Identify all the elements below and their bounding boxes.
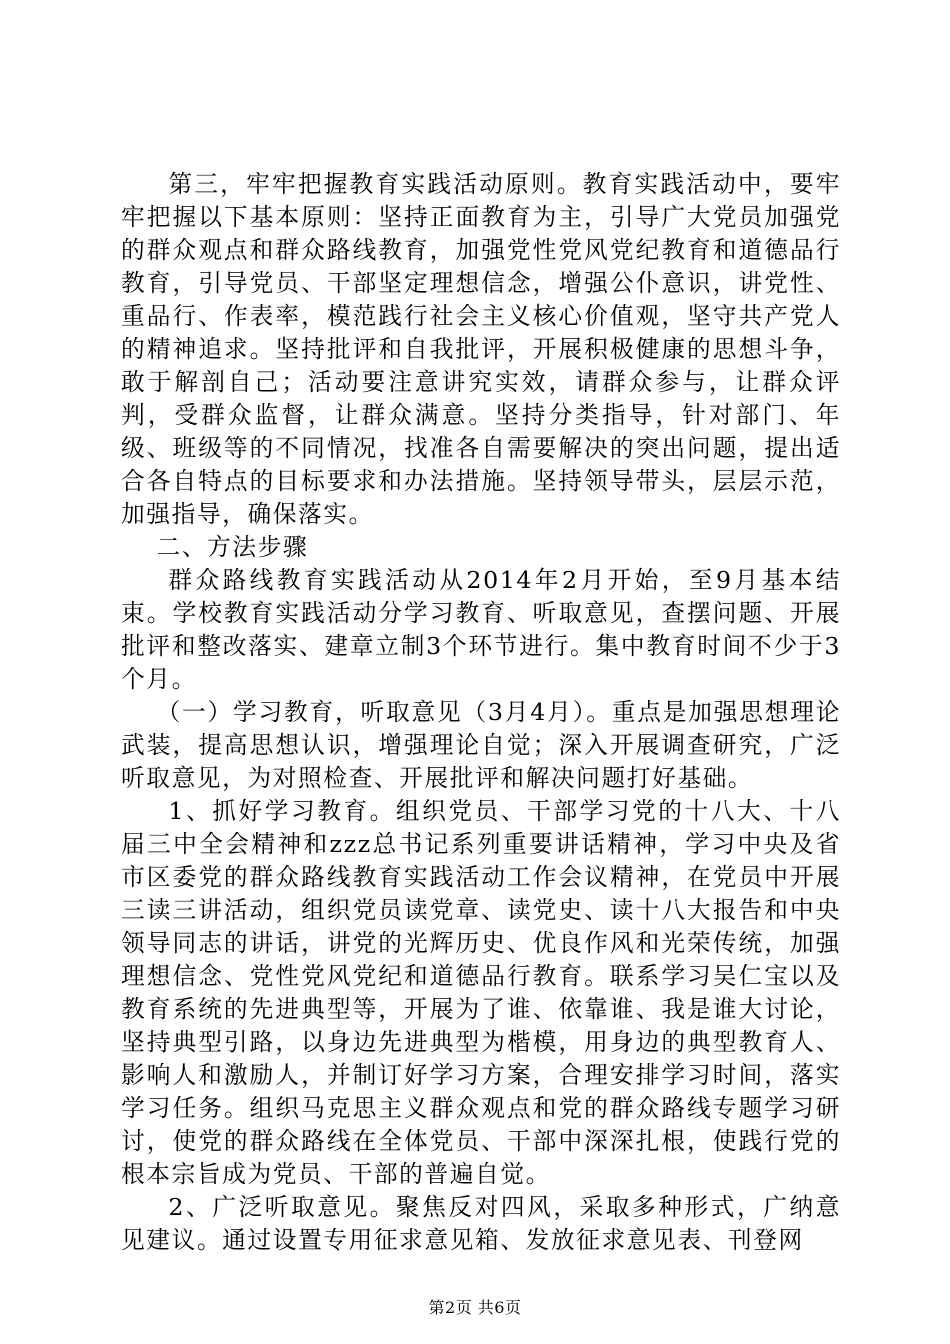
paragraph-principles: 第三，牢牢把握教育实践活动原则。教育实践活动中，要牢牢把握以下基本原则：坚持正面教育为主，引导广大党员加强党的群众观点和群众路线教育，加强党性党风党纪教育和道德品行教育，引导党员、干部坚定理想信念，增强公仆意识，讲党性、重品行、作表率，模范践行社会主义核心价值观，坚守共产党人的精神追求。坚持批评和自我批评，开展积极健康的思想斗争，敢于解剖自己；活动要注意讲究实效，请群众参与，让群众评判，受群众监督，让群众满意。坚持分类指导，针对部门、年级、班级等的不同情况，找准各自需要解决的突出问题，提出适合各自特点的目标要求和办法措施。坚持领导带头，层层示范，加强指导，确保落实。 bbox=[121, 170, 841, 528]
document-body bbox=[121, 168, 841, 1257]
paragraph-phase-one: （一）学习教育，听取意见（3月4月）。重点是加强思想理论武装，提高思想认识，增强理论自觉；深入开展调查研究，广泛听取意见，为对照检查、开展批评和解决问题打好基础。 bbox=[121, 698, 841, 792]
page-footer bbox=[0, 1298, 950, 1318]
section-heading-methods: 二、方法步骤 bbox=[156, 533, 309, 561]
page-number-indicator: 第2页 共6页 bbox=[428, 1298, 522, 1317]
paragraph-item-opinions: 2、广泛听取意见。聚焦反对四风，采取多种形式，广纳意见建议。通过设置专用征求意见箱、发放征求意见表、刊登网 bbox=[121, 1193, 841, 1254]
paragraph-timeline: 群众路线教育实践活动从2014年2月开始，至9月基本结束。学校教育实践活动分学习教育、听取意见，查摆问题、开展批评和整改落实、建章立制3个环节进行。集中教育时间不少于3个月。 bbox=[121, 566, 841, 693]
paragraph-item-study: 1、抓好学习教育。组织党员、干部学习党的十八大、十八届三中全会精神和zzz总书记系列重要讲话精神，学习中央及省市区委党的群众路线教育实践活动工作会议精神，在党员中开展三读三讲活动，组织党员读党章、读党史、读十八大报告和中央领导同志的讲话，讲党的光辉历史、优良作风和光荣传统，加强理想信念、党性党风党纪和道德品行教育。联系学习吴仁宝以及教育系统的先进典型等，开展为了谁、依靠谁、我是谁大讨论，坚持典型引路，以身边先进典型为楷模，用身边的典型教育人、影响人和激励人，并制订好学习方案，合理安排学习时间，落实学习任务。组织马克思主义群众观点和党的群众路线专题学习研讨，使党的群众路线在全体党员、干部中深深扎根，使践行党的根本宗旨成为党员、干部的普遍自觉。 bbox=[121, 797, 841, 1188]
